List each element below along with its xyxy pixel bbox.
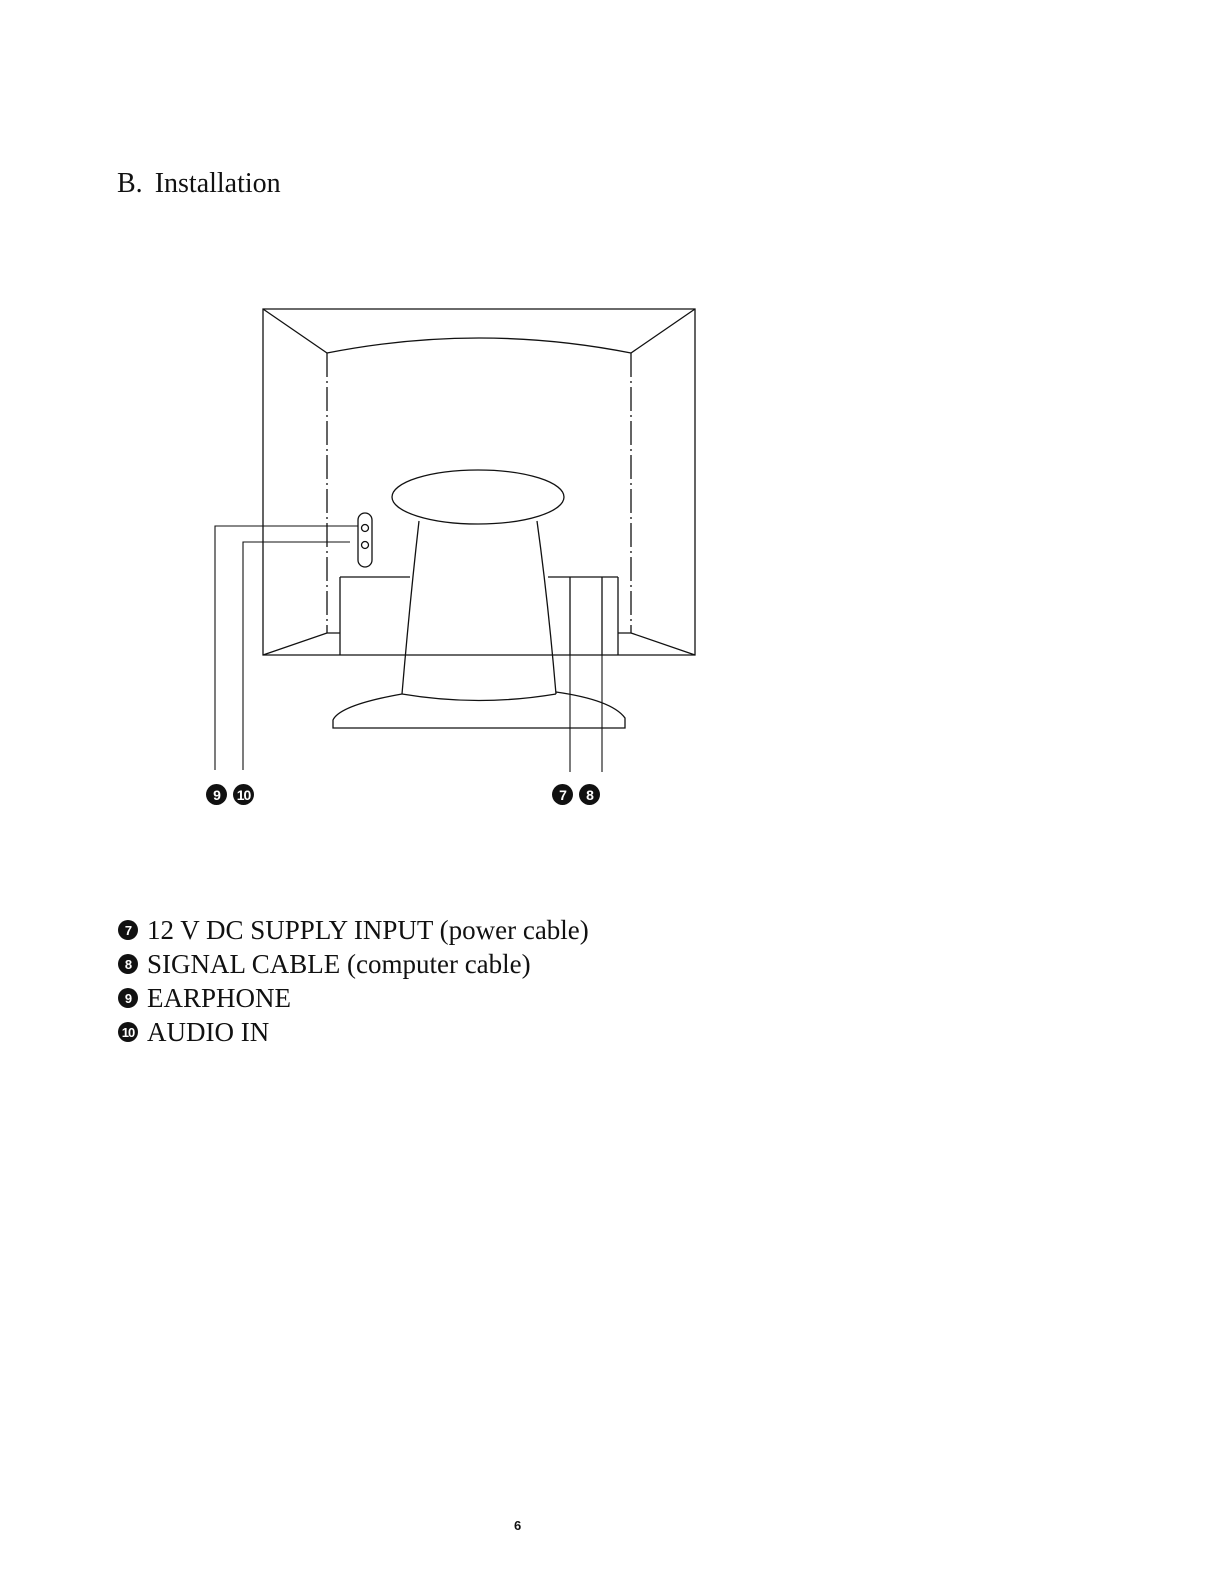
callout-signal-badge: 8 <box>579 784 600 805</box>
leader-audio-in <box>243 542 350 770</box>
stand-neck-left <box>402 521 419 694</box>
legend-number-badge: 9 <box>118 988 138 1008</box>
callout-earphone-badge: 9 <box>206 784 227 805</box>
callout-right <box>552 784 600 805</box>
callout-power-badge: 7 <box>552 784 573 805</box>
section-title <box>117 168 281 200</box>
cabinet-bevel <box>263 309 695 655</box>
connector-bay <box>340 577 618 655</box>
legend-number-badge: 8 <box>118 954 138 974</box>
stand-neck-right <box>537 521 556 694</box>
legend-text: AUDIO IN <box>147 1017 270 1047</box>
legend-text: SIGNAL CABLE (computer cable) <box>147 949 531 979</box>
legend-number-badge: 7 <box>118 920 138 940</box>
legend-text: EARPHONE <box>147 983 292 1013</box>
callout-left <box>206 784 254 805</box>
legend-item <box>118 981 589 1015</box>
legend-number-badge: 10 <box>118 1022 138 1042</box>
cabinet-outline <box>263 309 695 655</box>
legend-item <box>118 913 589 947</box>
leader-earphone <box>215 526 358 770</box>
audio-jack-panel <box>358 513 372 567</box>
section-title-text: Installation <box>154 168 281 199</box>
page-number: 6 <box>514 1518 522 1533</box>
audio-in-jack <box>362 542 369 549</box>
earphone-jack <box>362 525 369 532</box>
stand-ellipse <box>392 470 564 524</box>
cabinet-inner-sides <box>327 353 631 633</box>
legend-item <box>118 947 589 981</box>
legend-text: 12 V DC SUPPLY INPUT (power cable) <box>147 915 589 945</box>
legend-item <box>118 1015 589 1049</box>
stand-base <box>333 692 625 728</box>
legend-list <box>118 913 589 1049</box>
cabinet-inner-top <box>327 338 631 353</box>
section-number: B. <box>117 168 143 199</box>
callout-audio-in-badge: 10 <box>233 784 254 805</box>
stand-neck-bottom <box>402 694 556 701</box>
